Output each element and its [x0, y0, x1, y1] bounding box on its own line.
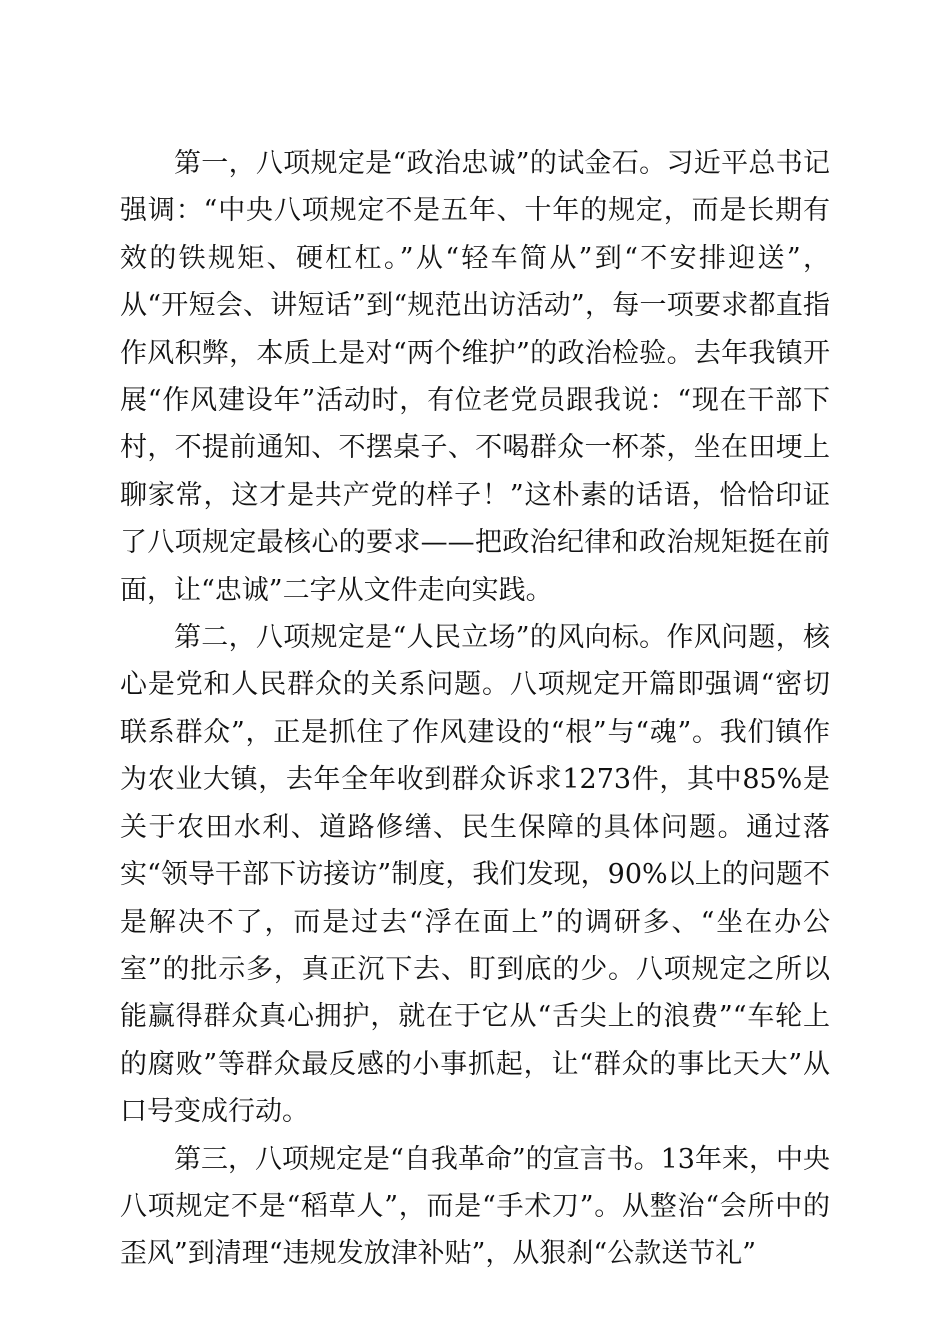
paragraph-political-loyalty: 第一，八项规定是“政治忠诚”的试金石。习近平总书记强调：“中央八项规定不是五年、十年的规定，而是长期有效的铁规矩、硬杠杠。”从“轻车简从”到“不安排迎送”，从“开短会、讲短话”到“规范出访活动”，每一项要求都直指作风积弊，本质上是对“两个维护”的政治检验。去年我镇开展“作风建设年”活动时，有位老党员跟我说：“现在干部下村，不提前通知、不摆桌子、不喝群众一杯茶，坐在田埂上聊家常，这才是共产党的样子！”这朴素的话语，恰恰印证了八项规定最核心的要求——把政治纪律和政治规矩挺在前面，让“忠诚”二字从文件走向实践。: [120, 148, 830, 606]
paragraph-people-stance: 第二，八项规定是“人民立场”的风向标。作风问题，核心是党和人民群众的关系问题。八项规定开篇即强调“密切联系群众”，正是抓住了作风建设的“根”与“魂”。我们镇作为农业大镇，去年全年收到群众诉求1273件，其中85%是关于农田水利、道路修缮、民生保障的具体问题。通过落实“领导干部下访接访”制度，我们发现，90%以上的问题不是解决不了，而是过去“浮在面上”的调研多、“坐在办公室”的批示多，真正沉下去、盯到底的少。八项规定之所以能赢得群众真心拥护，就在于它从“舌尖上的浪费”“车轮上的腐败”等群众最反感的小事抓起，让“群众的事比天大”从口号变成行动。: [120, 622, 830, 1128]
document-body: [120, 140, 830, 1278]
paragraph-self-revolution: 第三，八项规定是“自我革命”的宣言书。13年来，中央八项规定不是“稻草人”，而是“手术刀”。从整治“会所中的歪风”到清理“违规发放津补贴”，从狠刹“公款送节礼”: [120, 1143, 830, 1270]
